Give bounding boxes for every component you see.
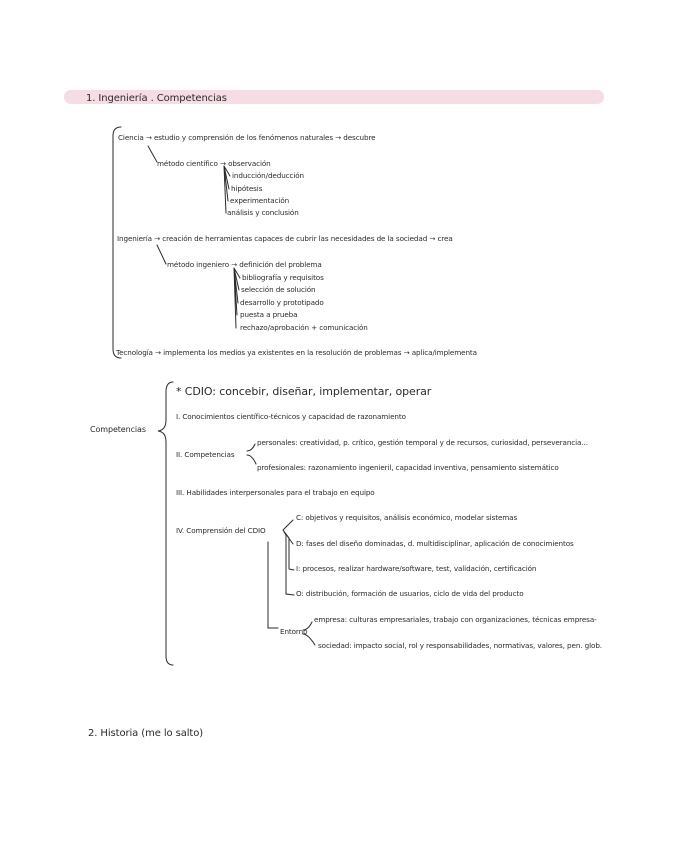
competencias-item-3: III. Habilidades interpersonales para el trabajo en equipo bbox=[176, 488, 375, 497]
cdio-bracket bbox=[283, 520, 294, 595]
cdio-o: O: distribución, formación de usuarios, ciclo de vida del producto bbox=[296, 589, 524, 598]
competencias-item-2: II. Competencias bbox=[176, 450, 235, 459]
ingenieria-step: selección de solución bbox=[241, 285, 316, 294]
competencias-label: Competencias bbox=[90, 425, 146, 434]
ciencia-method: método científico → observación bbox=[157, 159, 271, 168]
ingenieria-step: desarrollo y prototipado bbox=[240, 298, 324, 307]
ingenieria-method: método ingeniero → definición del problema bbox=[167, 260, 322, 269]
cdio-c: C: objetivos y requisitos, análisis económico, modelar sistemas bbox=[296, 513, 518, 522]
ingenieria-arrow bbox=[157, 245, 166, 264]
ciencia-step: experimentación bbox=[230, 196, 290, 205]
cdio-definition: * CDIO: concebir, diseñar, implementar, operar bbox=[176, 385, 432, 398]
competencias-item-4: IV. Comprensión del CDIO bbox=[176, 526, 266, 535]
cdio-d: D: fases del diseño dominadas, d. multidisciplinar, aplicación de conocimientos bbox=[296, 539, 574, 548]
ciencia-line: Ciencia → estudio y comprensión de los fenómenos naturales → descubre bbox=[118, 133, 376, 142]
ingenieria-line: Ingeniería → creación de herramientas capaces de cubrir las necesidades de la sociedad → crea bbox=[117, 234, 453, 243]
entorno-empresa: empresa: culturas empresariales, trabajo con organizaciones, técnicas empresa- bbox=[314, 615, 597, 624]
competencias-bracket bbox=[158, 382, 173, 665]
ingenieria-step: puesta a prueba bbox=[240, 310, 298, 319]
competencias-split bbox=[247, 444, 256, 464]
ciencia-arrow bbox=[148, 146, 157, 162]
cdio-i: I: procesos, realizar hardware/software, test, validación, certificación bbox=[296, 564, 537, 573]
ingenieria-step: bibliografía y requisitos bbox=[242, 273, 324, 282]
ingenieria-step: rechazo/aprobación + comunicación bbox=[240, 323, 368, 332]
competencias-item-1: I. Conocimientos científico-técnicos y capacidad de razonamiento bbox=[176, 412, 406, 421]
ciencia-fan bbox=[224, 166, 230, 213]
ciencia-step: análisis y conclusión bbox=[227, 208, 299, 217]
entorno-label: Entorno bbox=[280, 627, 308, 636]
section1-title: 1. Ingeniería . Competencias bbox=[86, 93, 227, 104]
ciencia-step: inducción/deducción bbox=[232, 171, 305, 180]
competencias-profesionales: profesionales: razonamiento ingenieril, capacidad inventiva, pensamiento sistemático bbox=[257, 463, 559, 472]
tecnologia-line: Tecnología → implementa los medios ya existentes en la resolución de problemas → aplica/implementa bbox=[116, 348, 477, 357]
competencias-personales: personales: creatividad, p. crítico, gestión temporal y de recursos, curiosidad, perseverancia... bbox=[257, 438, 588, 447]
ciencia-step: hipótesis bbox=[231, 184, 263, 193]
section2-title: 2. Historia (me lo salto) bbox=[88, 728, 204, 739]
entorno-line bbox=[268, 542, 278, 628]
entorno-sociedad: sociedad: impacto social, rol y responsabilidades, normativas, valores, pen. glob. bbox=[318, 641, 602, 650]
